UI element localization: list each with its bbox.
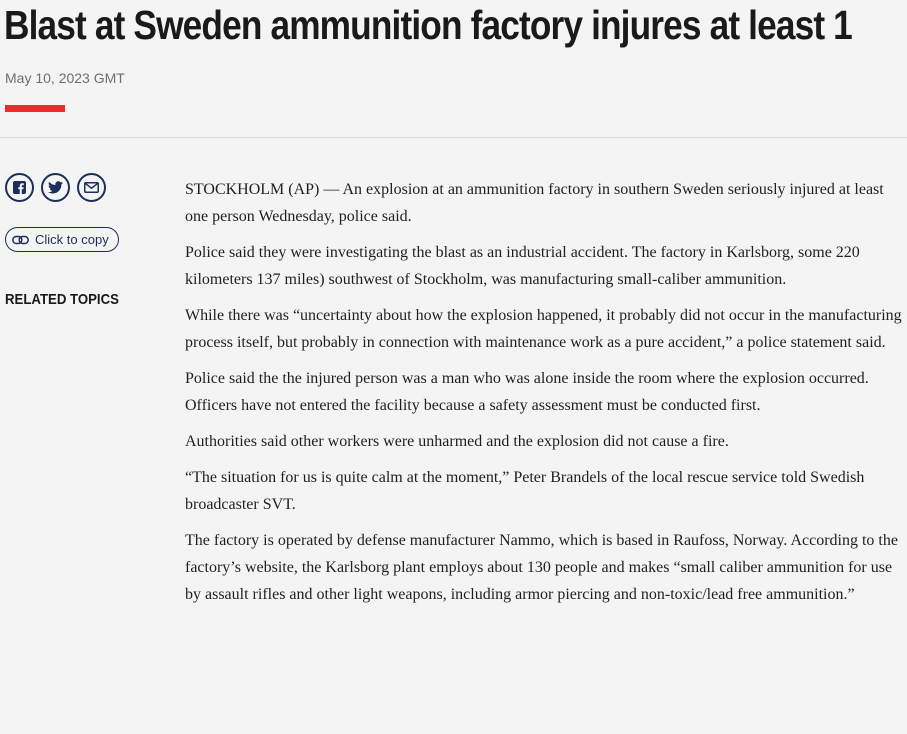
article-body [185, 176, 903, 617]
publish-date: May 10, 2023 GMT [5, 70, 125, 86]
link-icon [12, 235, 29, 245]
twitter-share-button[interactable] [41, 173, 70, 202]
copy-link-label: Click to copy [35, 232, 109, 247]
divider [0, 137, 907, 138]
article-paragraph: Authorities said other workers were unharmed and the explosion did not cause a fire. [185, 433, 729, 450]
article-paragraph: “The situation for us is quite calm at the moment,” Peter Brandels of the local rescue service told Swedish broadcaster SVT. [185, 469, 865, 513]
article-paragraph: While there was “uncertainty about how the explosion happened, it probably did not occur in the manufacturing process itself, but probably in connection with maintenance work as a pure accident,” a police statement said. [185, 307, 902, 351]
article-paragraph: Police said the the injured person was a man who was alone inside the room where the explosion occurred. Officers have not entered the facility because a safety assessment must be conducted first. [185, 370, 869, 414]
accent-bar [5, 105, 65, 112]
email-share-button[interactable] [77, 173, 106, 202]
copy-link-button[interactable] [5, 227, 119, 252]
article-headline: Blast at Sweden ammunition factory injures at least 1 [4, 2, 852, 48]
facebook-icon [13, 181, 26, 194]
article-paragraph: The factory is operated by defense manufacturer Nammo, which is based in Raufoss, Norway. According to the factory’s website, the Karlsborg plant employs about 130 people and makes “small caliber ammunition for use by assault rifles and other light weapons, including armor piercing and non-toxic/lead free ammunition.” [185, 532, 898, 603]
article-paragraph: Police said they were investigating the blast as an industrial accident. The factory in Karlsborg, some 220 kilometers 137 miles) southwest of Stockholm, was manufacturing small-caliber ammunition. [185, 244, 860, 288]
article-paragraph: STOCKHOLM (AP) — An explosion at an ammunition factory in southern Sweden seriously injured at least one person Wednesday, police said. [185, 181, 884, 225]
twitter-icon [48, 181, 63, 194]
facebook-share-button[interactable] [5, 173, 34, 202]
share-buttons [5, 173, 106, 202]
email-icon [84, 182, 99, 193]
related-topics-heading: RELATED TOPICS [5, 291, 119, 308]
